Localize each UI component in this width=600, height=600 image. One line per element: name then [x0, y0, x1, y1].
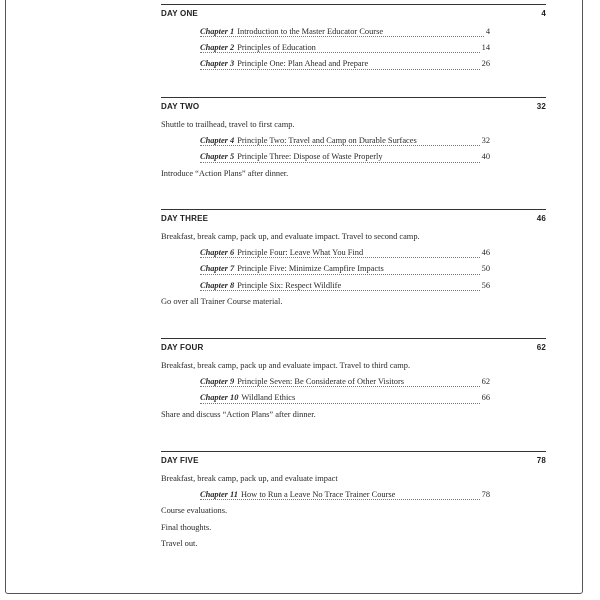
dot-leader — [200, 274, 490, 275]
day-section — [161, 97, 546, 182]
schedule-note: Final thoughts. — [161, 522, 212, 532]
day-page-number: 78 — [536, 456, 546, 465]
chapter-label: Chapter 6 — [200, 248, 235, 258]
chapter-title: Principle Six: Respect Wildlife — [237, 280, 342, 290]
chapter-label: Chapter 10 — [200, 393, 239, 403]
dot-leader — [200, 386, 490, 387]
chapter-title: Principle Four: Leave What You Find — [237, 248, 364, 258]
chapter-text — [200, 264, 386, 273]
chapter-title: How to Run a Leave No Trace Trainer Course — [240, 490, 396, 500]
day-title: DAY FIVE — [161, 456, 199, 465]
chapter-title: Principle Three: Dispose of Waste Properly — [237, 152, 383, 162]
day-header — [161, 102, 546, 111]
day-title: DAY FOUR — [161, 343, 204, 352]
chapter-label: Chapter 5 — [200, 152, 235, 162]
day-header — [161, 343, 546, 352]
day-page-number: 32 — [536, 102, 546, 111]
schedule-note: Share and discuss “Action Plans” after dinner. — [161, 409, 316, 419]
dot-leader — [200, 403, 490, 404]
chapter-page-number: 56 — [480, 278, 490, 294]
chapter-entry[interactable] — [200, 278, 490, 294]
chapter-text — [200, 248, 365, 257]
chapter-text — [200, 136, 419, 145]
day-header — [161, 214, 546, 223]
chapter-text — [200, 43, 318, 52]
chapter-entry[interactable] — [200, 56, 490, 72]
chapter-title: Principles of Education — [237, 43, 316, 53]
chapter-label: Chapter 1 — [200, 27, 235, 36]
chapter-label: Chapter 3 — [200, 59, 235, 69]
day-section — [161, 451, 546, 552]
chapter-text — [200, 27, 385, 36]
chapter-page-number: 40 — [480, 149, 490, 165]
schedule-note: Breakfast, break camp, pack up, and evaluate impact — [161, 474, 338, 483]
day-header — [161, 9, 546, 18]
chapter-page-number: 26 — [480, 56, 490, 72]
chapter-title: Principle Two: Travel and Camp on Durable Surfaces — [237, 136, 417, 146]
chapter-title: Principle One: Plan Ahead and Prepare — [237, 59, 369, 69]
dot-leader — [200, 36, 490, 37]
chapter-label: Chapter 7 — [200, 264, 235, 274]
chapter-title: Principle Seven: Be Considerate of Other Visitors — [237, 377, 405, 387]
chapter-label: Chapter 9 — [200, 377, 235, 387]
chapter-page-number: 78 — [480, 487, 490, 503]
chapter-page-number: 50 — [480, 261, 490, 277]
chapter-text — [200, 377, 406, 386]
schedule-note: Introduce “Action Plans” after dinner. — [161, 168, 289, 178]
day-page-number: 46 — [536, 214, 546, 223]
chapter-label: Chapter 8 — [200, 280, 235, 290]
day-title: DAY ONE — [161, 9, 198, 18]
day-title: DAY THREE — [161, 214, 209, 223]
dot-leader — [200, 162, 490, 163]
chapter-title: Wildland Ethics — [241, 393, 296, 403]
schedule-note: Go over all Trainer Course material. — [161, 296, 283, 306]
chapter-entry[interactable] — [200, 261, 490, 277]
chapter-entry[interactable] — [200, 390, 490, 406]
schedule-note: Course evaluations. — [161, 506, 228, 516]
day-section — [161, 338, 546, 423]
chapter-text — [200, 393, 297, 402]
chapter-entry[interactable] — [200, 40, 490, 56]
chapter-text — [200, 281, 343, 290]
chapter-text — [200, 59, 370, 68]
chapter-text — [200, 152, 385, 161]
chapter-entry[interactable] — [200, 24, 490, 40]
chapter-page-number: 62 — [480, 374, 490, 390]
day-title: DAY TWO — [161, 102, 200, 111]
dot-leader — [200, 52, 490, 53]
chapter-page-number: 32 — [480, 133, 490, 149]
chapter-page-number: 46 — [480, 245, 490, 261]
chapter-entry[interactable] — [200, 133, 490, 149]
dot-leader — [200, 145, 490, 146]
chapter-entry[interactable] — [200, 149, 490, 165]
dot-leader — [200, 69, 490, 70]
day-page-number: 4 — [541, 9, 546, 18]
chapter-entry[interactable] — [200, 245, 490, 261]
chapter-entry[interactable] — [200, 374, 490, 390]
schedule-note: Travel out. — [161, 538, 198, 548]
schedule-note: Breakfast, break camp, pack up and evaluate impact. Travel to third camp. — [161, 361, 411, 370]
chapter-page-number: 66 — [480, 390, 490, 406]
day-header — [161, 456, 546, 465]
day-page-number: 62 — [536, 343, 546, 352]
chapter-page-number: 4 — [484, 24, 490, 40]
chapter-title: Principle Five: Minimize Campfire Impacts — [237, 264, 384, 274]
day-section — [161, 4, 546, 73]
chapter-label: Chapter 11 — [200, 490, 238, 500]
schedule-note: Shuttle to trailhead, travel to first camp. — [161, 120, 295, 129]
chapter-label: Chapter 4 — [200, 136, 235, 146]
chapter-entry[interactable] — [200, 487, 490, 503]
schedule-note: Breakfast, break camp, pack up, and evaluate impact. Travel to second camp. — [161, 232, 420, 241]
chapter-page-number: 14 — [480, 40, 490, 56]
day-section — [161, 209, 546, 310]
dot-leader — [200, 499, 490, 500]
chapter-label: Chapter 2 — [200, 43, 235, 53]
dot-leader — [200, 257, 490, 258]
chapter-text — [200, 490, 397, 499]
chapter-title: Introduction to the Master Educator Course — [237, 27, 384, 36]
